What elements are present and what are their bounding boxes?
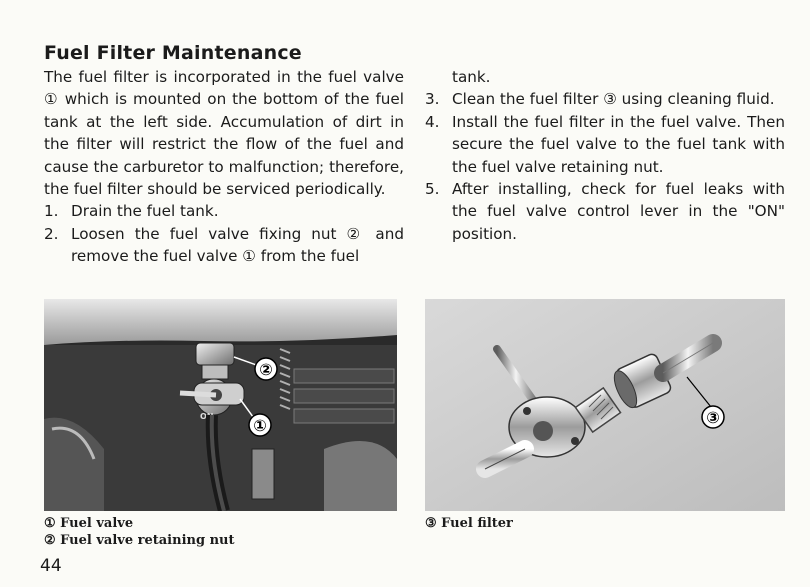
step-number: 4.: [425, 112, 440, 131]
left-column: [44, 66, 404, 268]
step-text: After installing, check for fuel leaks with the fuel valve control lever in the "ON" position.: [452, 180, 785, 243]
right-column: [425, 66, 785, 245]
step-text: Drain the fuel tank.: [71, 202, 219, 221]
callout-2: [255, 358, 277, 380]
step-number: 3.: [425, 90, 440, 109]
step-2: [44, 223, 404, 268]
step-text: Loosen the fuel valve fixing nut ② and remove the fuel valve ① from the fuel: [71, 224, 404, 266]
callout-3-label: ③: [706, 408, 720, 427]
intro-paragraph: The fuel filter is incorporated in the fuel valve ① which is mounted on the bottom of the fuel tank at the left side. Accumulation of dirt in the filter will restrict the flow of the fuel and cause the carburetor to malfunction; therefore, the fuel filter should be serviced periodically.: [44, 68, 404, 199]
callout-3: [702, 406, 724, 428]
step-1: [44, 200, 404, 222]
step-number: 1.: [44, 202, 59, 221]
caption-fuel-valve: ① Fuel valve: [44, 516, 134, 531]
figure-1-captions: [44, 515, 235, 549]
callout-1: [249, 414, 271, 436]
step-5: [425, 178, 785, 245]
callout-1-label: ①: [253, 416, 267, 435]
fuel-valve-photo: [44, 299, 397, 511]
lever-on-label: ON: [200, 412, 214, 421]
step-4: [425, 111, 785, 178]
callout-2-label: ②: [259, 360, 273, 379]
section-heading: Fuel Filter Maintenance: [44, 42, 302, 64]
step-number: 2.: [44, 224, 59, 243]
page-number: 44: [40, 556, 62, 576]
caption-fuel-filter: ③ Fuel filter: [425, 516, 513, 531]
step-text: Install the fuel filter in the fuel valve. Then secure the fuel valve to the fuel tank with the fuel valve retaining nut.: [452, 112, 785, 176]
step-text: Clean the fuel filter ③ using cleaning fluid.: [452, 90, 775, 109]
step-3: [425, 88, 785, 110]
figure-2-captions: [425, 515, 513, 532]
caption-retaining-nut: ② Fuel valve retaining nut: [44, 533, 235, 548]
fuel-filter-photo: [425, 299, 785, 511]
step-number: 5.: [425, 180, 440, 199]
step-2-continued: tank.: [452, 68, 491, 86]
